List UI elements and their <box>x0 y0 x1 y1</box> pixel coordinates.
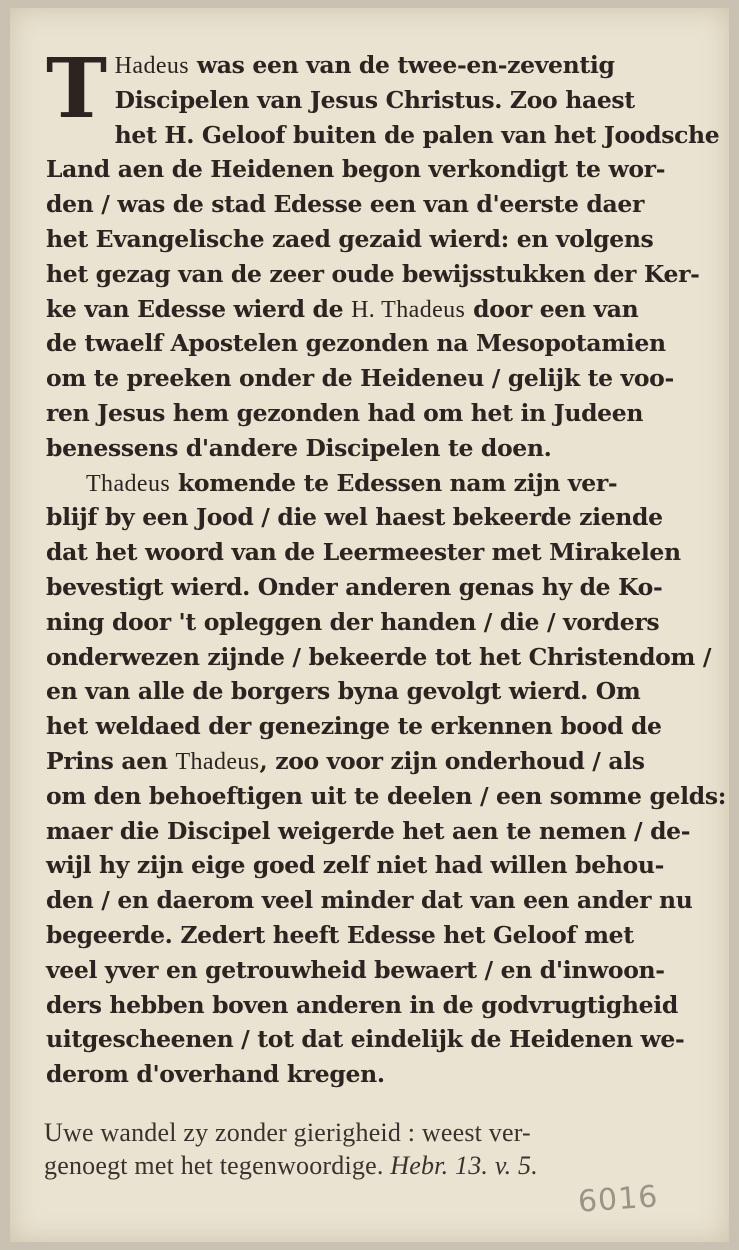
text-line <box>46 187 696 222</box>
text-line <box>46 1057 696 1092</box>
text-line <box>46 1022 696 1057</box>
text-segment: , zoo voor zijn onderhoud / als <box>259 746 645 775</box>
text-segment: ders hebben boven anderen in de godvrugtigheid <box>46 990 678 1019</box>
text-line <box>46 709 696 744</box>
text-segment: ning door 't opleggen der handen / die / vorders <box>46 607 660 636</box>
text-segment: was een van de twee-en-zeventig <box>189 51 615 79</box>
text-line <box>46 83 696 118</box>
text-line <box>46 883 696 918</box>
text-line <box>46 640 712 675</box>
text-line <box>46 500 696 535</box>
text-segment: het H. Geloof buiten de palen van het Joodsche <box>114 120 720 149</box>
text-segment: veel yver en getrouwheid bewaert / en d'inwoon- <box>46 955 665 984</box>
quote-line-2 <box>44 1149 694 1182</box>
text-segment: om te preeken onder de Heideneu / gelijk te voo- <box>46 364 674 393</box>
text-line <box>46 292 696 327</box>
text-line <box>46 570 696 605</box>
text-segment: en van alle de borgers byna gevolgt wierd. Om <box>46 677 641 706</box>
text-segment: maer die Discipel weigerde het aen te nemen / de- <box>46 816 691 845</box>
scripture-reference: Hebr. 13. v. 5. <box>390 1151 538 1180</box>
inventory-number: 6016 <box>576 1179 660 1220</box>
text-segment: Prins aen <box>46 746 176 775</box>
text-line <box>46 535 696 570</box>
text-line <box>46 222 696 257</box>
text-segment: den / was de stad Edesse een van d'eerste daer <box>46 190 644 219</box>
text-segment: benessens d'andere Discipelen te doen. <box>46 433 552 462</box>
text-line <box>46 953 696 988</box>
text-segment: H. Thadeus <box>351 296 466 323</box>
text-segment: het weldaed der genezinge te erkennen bood de <box>46 712 662 741</box>
paragraph-1 <box>46 41 720 466</box>
text-line <box>46 674 696 709</box>
text-line <box>46 257 700 292</box>
text-segment: het gezag van de zeer oude bewijsstukken der Ker- <box>46 259 700 288</box>
text-segment: bevestigt wierd. Onder anderen genas hy de Ko- <box>46 572 663 601</box>
text-segment: blijf by een Jood / die wel haest bekeerde ziende <box>46 503 663 532</box>
text-line <box>46 326 696 361</box>
text-line <box>46 396 696 431</box>
text-segment: Thadeus <box>86 470 171 497</box>
text-segment: wijl hy zijn eige goed zelf niet had willen behou- <box>46 851 664 880</box>
text-line <box>46 361 696 396</box>
text-segment: komende te Edessen nam zijn ver- <box>170 468 618 497</box>
paragraph-2 <box>46 466 727 1092</box>
text-line <box>46 988 696 1023</box>
text-line <box>46 466 696 501</box>
text-segment: om den behoeftigen uit te deelen / een somme gelds: <box>46 781 727 810</box>
quote-line-1: Uwe wandel zy zonder gierigheid : weest ver- <box>44 1118 531 1147</box>
text-segment: den / en daerom veel minder dat van een ander nu <box>46 886 693 915</box>
text-segment: Land aen de Heidenen begon verkondigt te wor- <box>46 155 666 184</box>
text-line <box>46 152 696 187</box>
text-line <box>46 814 696 849</box>
text-segment: dat het woord van de Leermeester met Mirakelen <box>46 538 681 567</box>
text-line <box>46 605 696 640</box>
text-line <box>46 779 727 814</box>
text-segment: derom d'overhand kregen. <box>46 1060 385 1089</box>
text-segment: ke van Edesse wierd de <box>46 294 352 323</box>
text-segment: ren Jesus hem gezonden had om het in Judeen <box>46 398 644 427</box>
text-segment: onderwezen zijnde / bekeerde tot het Christendom / <box>46 642 712 671</box>
paper-page <box>10 8 729 1242</box>
text-segment: de twaelf Apostelen gezonden na Mesopotamien <box>46 329 666 358</box>
main-text <box>46 41 727 1092</box>
quote-line-2-text: genoegt met het tegenwoordige. <box>44 1151 384 1180</box>
text-line <box>46 48 696 83</box>
text-segment: Discipelen van Jesus Christus. Zoo haest <box>114 85 635 114</box>
text-segment: uitgescheenen / tot dat eindelijk de Heidenen we- <box>46 1025 685 1054</box>
text-line <box>46 431 696 466</box>
text-segment: door een van <box>465 294 639 323</box>
text-line <box>46 918 696 953</box>
text-segment: begeerde. Zedert heeft Edesse het Geloof met <box>46 920 634 949</box>
text-line <box>46 118 720 153</box>
text-line <box>46 848 696 883</box>
scripture-quote <box>44 1116 694 1182</box>
text-line <box>46 744 696 779</box>
text-segment: Hadeus <box>114 53 190 79</box>
text-segment: Thadeus <box>175 748 260 775</box>
drop-cap: T <box>46 41 107 137</box>
text-segment: het Evangelische zaed gezaid wierd: en volgens <box>46 224 654 253</box>
